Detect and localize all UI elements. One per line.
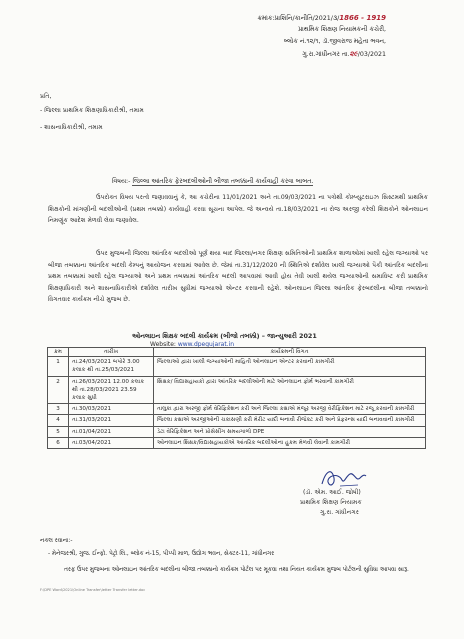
program-title: ઓનલાઇન શિક્ષક બદલી કાર્યક્રમ (બીજો તબક્કો) – જાન્યુઆરી 2021 [132,332,317,340]
recipient-1: - જિલ્લા પ્રાથમિક શિક્ષણાધિકારીશ્રી, તમામ [40,107,144,114]
office-name: પ્રાથમિક શિક્ષણ નિયામકની કચેરી, [298,26,386,33]
table-row [48,415,426,426]
signatory-name: (ડૉ. એમ. આઈ. જોષી) [303,489,361,496]
column-header-date: તારીખ [69,348,154,357]
signatory-place: ગુ.રા. ગાંધીનગર [320,509,359,516]
row-number: 4 [48,415,69,426]
signature-scribble [312,464,372,492]
copy-to-line-2: તરફ ઉપર મુજબના ઓનલાઇન આંતરિક બદલીના બીજા તબક્કાનો કાર્યક્રમ પોર્ટલ પર મૂકવા તથા નિયત કાર્યક્રમ મુજબ પોર્ટલની સુવિધા આપવા સારૂ. [64,567,409,573]
table-row [48,357,426,376]
office-address: બ્લોક નં.૧૨/૧, ડૉ.જીવરાજ મહેતા ભવન, [283,38,386,45]
copy-to-line-1: - મેનેજરશ્રી, ગુજ. ઈન્ફો. પેટ્રો લિ., બ્લોક નં-15, પીપ્પી માળ, ઉદ્યોગ ભવન, સેક્ટર-11, ગાંધીનગર [48,551,275,557]
body-paragraph-1: ઉપરોક્ત વિષય પરત્વે જણાવવાનું કે, આ કચેરીના 11/01/2021 અને તા.09/03/2021 ના પત્રોથી કોમ્પ્યુટરાઇઝ સિસ્ટમથી પ્રાથમિક શિક્ષકોની માંગણીની બદલીઓની (પ્રથમ તબક્કો) કાર્યવાહી કરવા સૂચના આપેલ. જે અન્વયે તા.18/03/2021 ના રોજ અરજી કરેલી શિક્ષકોને ઓનલાઇન નિમણૂંક આદેશ મેળવી લેવા જણાવેલ. [48,194,428,224]
row-detail: જિલ્લાઓ દ્વારા ખાલી જગ્યાઓની માહિતી ઓનલાઇન એન્ટર કરવાની કામગીરી [154,357,426,376]
row-detail: જિલ્લા કક્ષાએ અરજીઓની ચકાસણી કરી મેરીટ યાદી બનાવી રીજેક્ટ કરી અને પ્રેફરન્સ યાદી બનાવવાની કામગીરી [154,415,426,426]
signatory-role: પ્રાથમિક શિક્ષણ નિયામક [300,499,362,506]
program-website: Website: www.dpegujarat.in [150,341,235,348]
letter-date: ગુ.રા.ગાંધીનગર તા.૨૯/03/2021 [302,50,386,58]
row-number: 2 [48,376,69,404]
row-date: તા.30/03/2021 [69,404,154,415]
schedule-table [47,347,426,449]
row-date: તા.31/03/2021 [69,415,154,426]
recipient-2: - શાસનાધિકારીશ્રી, તમામ [40,124,103,131]
row-number: 3 [48,404,69,415]
row-date: તા.03/04/2021 [69,437,154,448]
table-row [48,437,426,448]
row-detail: શિક્ષક/ વિદ્યાસહાયકો દ્વારા આંતરિક બદલીઓની માટે ઓનલાઇન ફોર્મ ભરવાની કામગીરી [154,376,426,404]
row-detail: ઓનલાઇન શિક્ષક/વિદ્યાસહાયકોએ આંતરિક બદલીઓના હુકમ મેળવી લેવાની કામગીરી [154,437,426,448]
column-header-number: ક્રમ [48,348,69,357]
website-link[interactable]: www.dpegujarat.in [177,341,235,348]
recipient-prefix: પ્રતિ, [40,93,52,100]
table-row [48,376,426,404]
copy-to-title: નકલ રવાના:- [40,538,73,544]
body-paragraph-2: ઉપર મુજબની જિલ્લા આંતરિક બદલીઓ પૂર્ણ થયા બાદ જિલ્લા/નગર શિક્ષણ સમિતિઓની પ્રાથમિક શાળાઓમાં ખાલી રહેલ જગ્યાઓ પર બીજા તબક્કાના આંતરિક બદલી કેમ્પનું આયોજન કરવામાં આવેલ છે. જેમાં તા.31/12/2020 ની સ્થિતિએ દર્શાવેલ ખાલી જગ્યાઓ પૈકી આંતરિક બદલીના પ્રથમ તબક્કામાં ખાલી રહેલ જગ્યાઓ અને પ્રથમ તબક્કામાં આંતરિક બદલી આપવામાં આવી હોય તેવી ખાલી થયેલ જગ્યાઓની સમાવિષ્ટ કરી પ્રાથમિક શિક્ષણાધિકારી અને શાસનાધિકારીએ દર્શાવેલ તારીખ સુધીમાં જગ્યાઓ એન્ટર કરવાની રહેશે. ઓનલાઇન જિલ્લા આંતરિક ફેરબદલીના બીજા તબક્કાનો વિગતવાર કાર્યક્રમ નીચે મુજબ છે. [48,250,428,303]
row-detail: તાલુકા દ્વારા અરજી ફોર્મ વેરિફિકેશન કરી અને જિલ્લા કક્ષાએ મંજૂર અરજી વેરીફિકેશન માટે રજૂ કરવાની કામગીરી [154,404,426,415]
row-date: તા.26/03/2021 12.00 કલાક થી તા.28/03/2021 23.59 કલાક સુધી [69,376,154,404]
table-row [48,426,426,437]
subject-line: વિષય:- જિલ્લા આંતરિક ફેરબદલીઓની બીજા તબક્કાની કાર્યવાહી કરવા બાબત. [112,178,314,185]
row-date: તા.24/03/2021 બપોરે 3.00 કલાક થી તા.25/03/2021 [69,357,154,376]
row-number: 6 [48,437,69,448]
row-date: તા.01/04/2021 [69,426,154,437]
file-path-footer: F:\DPE Ward\2021\Online Transfer\letter Transfer letter.doc [40,588,146,592]
reference-number: ક્રમાંક:પ્રાશિનિ/કાનીતિ/2021/૩/1866 - 1919 [257,14,386,22]
column-header-detail: કાર્યક્રમની વિગત [154,348,426,357]
table-row [48,404,426,415]
row-detail: ડેટા વેરિફિકેશન અને પ્રોસેસીંગ સમયગાળો DPE [154,426,426,437]
row-number: 5 [48,426,69,437]
row-number: 1 [48,357,69,376]
table-header-row [48,348,426,357]
